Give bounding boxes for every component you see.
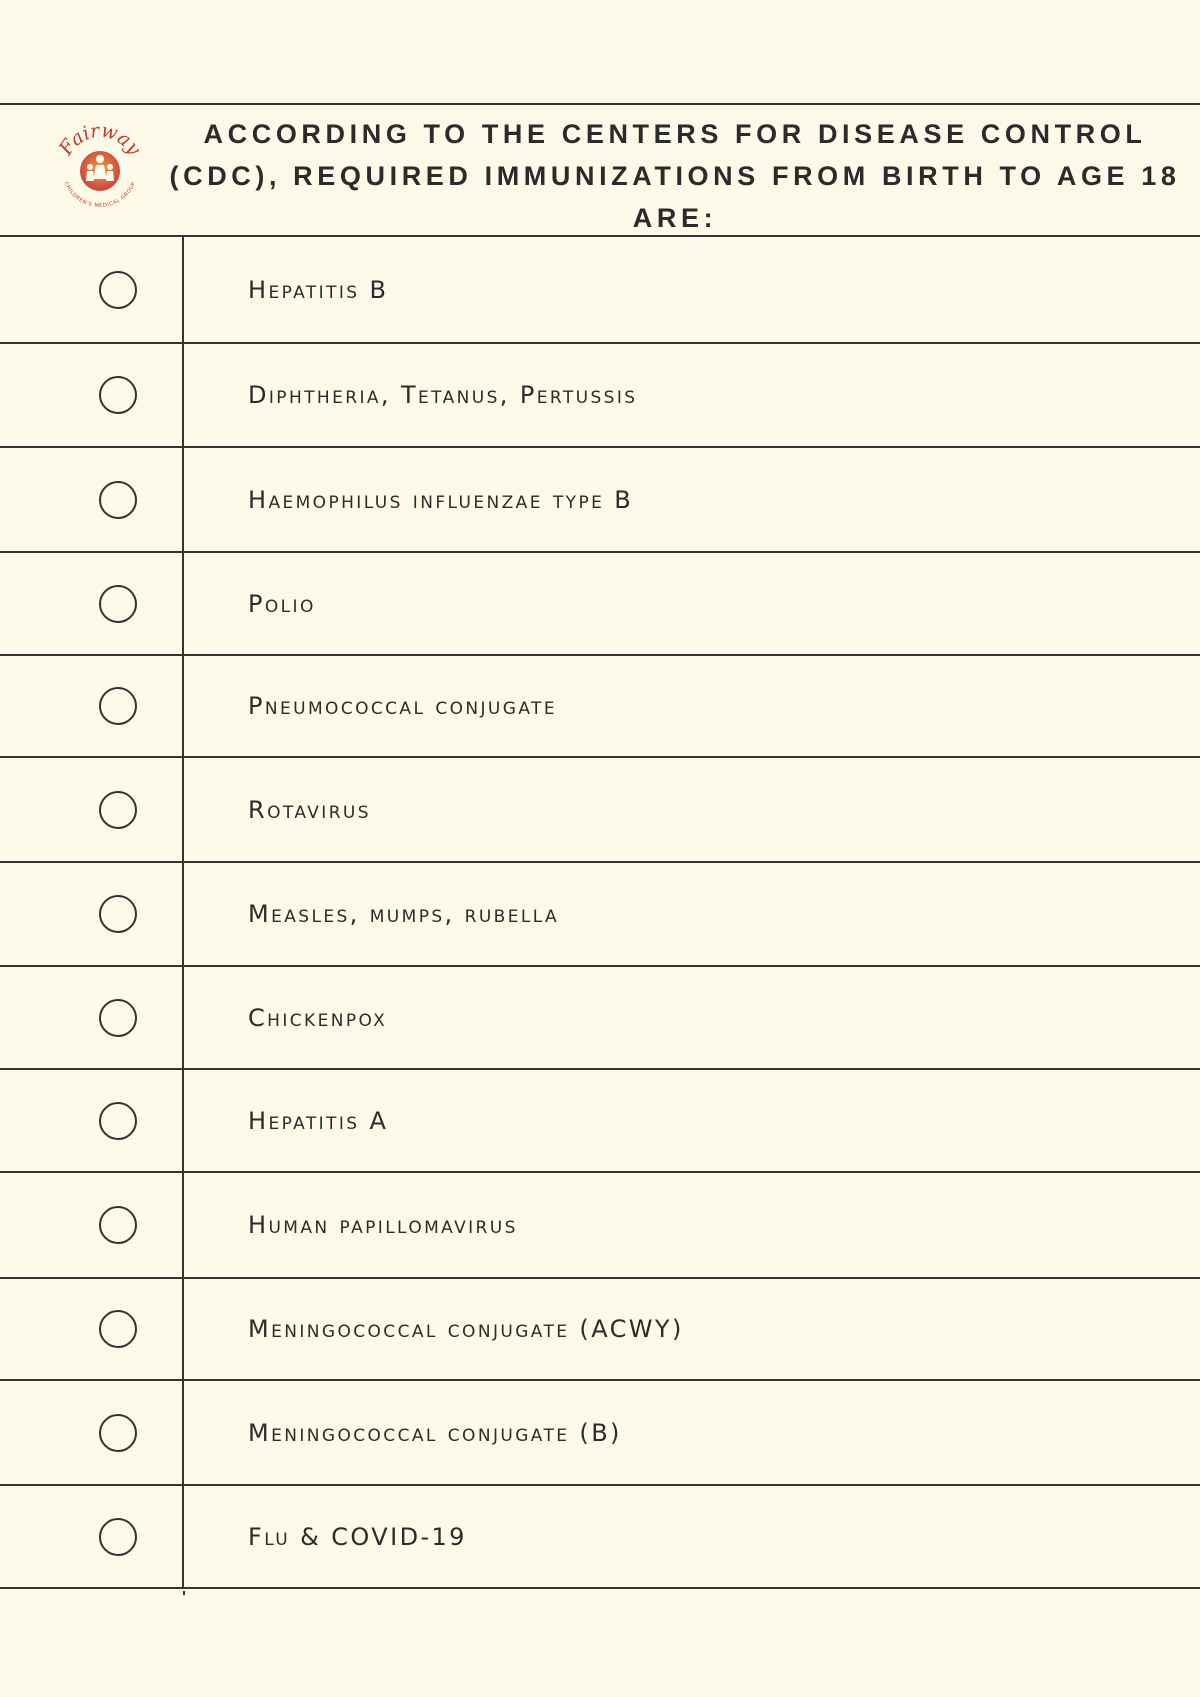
title-line: ACCORDING TO THE CENTERS FOR DISEASE CONTROL — [203, 119, 1147, 149]
checkbox-chickenpox[interactable] — [99, 999, 137, 1037]
immunization-checklist — [0, 103, 1200, 1589]
logo-brand-name: Fairway — [54, 119, 146, 160]
immunization-row — [0, 863, 1200, 967]
immunization-row — [0, 1381, 1200, 1486]
immunization-row — [0, 1173, 1200, 1279]
immunization-label: Hepatitis A — [248, 1106, 389, 1135]
checkbox-cell — [0, 967, 184, 1068]
immunization-row — [0, 1486, 1200, 1589]
checkbox-cell — [0, 1486, 184, 1587]
immunization-label: Human papillomavirus — [248, 1211, 518, 1239]
immunization-label: Hepatitis B — [248, 275, 389, 304]
checkbox-cell — [0, 553, 184, 654]
immunization-row — [0, 656, 1200, 758]
checkbox-meningococcal-acwy[interactable] — [99, 1310, 137, 1348]
checkbox-cell — [0, 758, 184, 861]
checkbox-cell — [0, 1381, 184, 1484]
page-title — [150, 113, 1200, 239]
checkbox-hepatitis-b[interactable] — [99, 271, 137, 309]
immunization-label: Diphtheria, Tetanus, Pertussis — [248, 381, 638, 409]
checkbox-hib[interactable] — [99, 481, 137, 519]
checkbox-polio[interactable] — [99, 585, 137, 623]
immunization-label: Meningococcal conjugate (B) — [248, 1418, 622, 1447]
immunization-label: Polio — [248, 589, 316, 618]
checkbox-pneumococcal[interactable] — [99, 687, 137, 725]
logo-subtitle: CHILDREN'S MEDICAL GROUP — [62, 181, 138, 210]
immunization-row — [0, 344, 1200, 448]
title-line: ARE: — [632, 203, 718, 233]
checkbox-rotavirus[interactable] — [99, 791, 137, 829]
fairway-logo-icon — [52, 119, 148, 215]
checkbox-cell — [0, 237, 184, 342]
checkbox-hepatitis-a[interactable] — [99, 1102, 137, 1140]
immunization-row — [0, 758, 1200, 863]
immunization-row — [0, 448, 1200, 553]
immunization-label: Rotavirus — [248, 795, 371, 824]
checklist-header — [0, 103, 1200, 237]
title-line: (CDC), REQUIRED IMMUNIZATIONS FROM BIRTH TO AGE 18 — [169, 161, 1181, 191]
immunization-row — [0, 1070, 1200, 1173]
checkbox-flu-covid[interactable] — [99, 1518, 137, 1556]
immunization-label: Meningococcal conjugate (ACWY) — [248, 1315, 684, 1343]
checkbox-cell — [0, 344, 184, 446]
immunization-label: Chickenpox — [248, 1003, 388, 1032]
column-divider-tail — [183, 1591, 185, 1595]
checkbox-cell — [0, 1279, 184, 1379]
immunization-label: Pneumococcal conjugate — [248, 692, 557, 720]
checkbox-cell — [0, 1070, 184, 1171]
checkbox-dtap[interactable] — [99, 376, 137, 414]
checkbox-mmr[interactable] — [99, 895, 137, 933]
checkbox-meningococcal-b[interactable] — [99, 1414, 137, 1452]
immunization-label: Measles, mumps, rubella — [248, 900, 560, 928]
immunization-row — [0, 553, 1200, 656]
checkbox-cell — [0, 863, 184, 965]
checkbox-cell — [0, 1173, 184, 1277]
immunization-row — [0, 967, 1200, 1070]
immunization-label: Flu & COVID-19 — [248, 1522, 467, 1551]
checkbox-cell — [0, 656, 184, 756]
checkbox-hpv[interactable] — [99, 1206, 137, 1244]
immunization-label: Haemophilus influenzae type B — [248, 485, 634, 514]
fairway-logo — [52, 119, 148, 215]
immunization-row — [0, 1279, 1200, 1381]
checkbox-cell — [0, 448, 184, 551]
immunization-row — [0, 237, 1200, 344]
